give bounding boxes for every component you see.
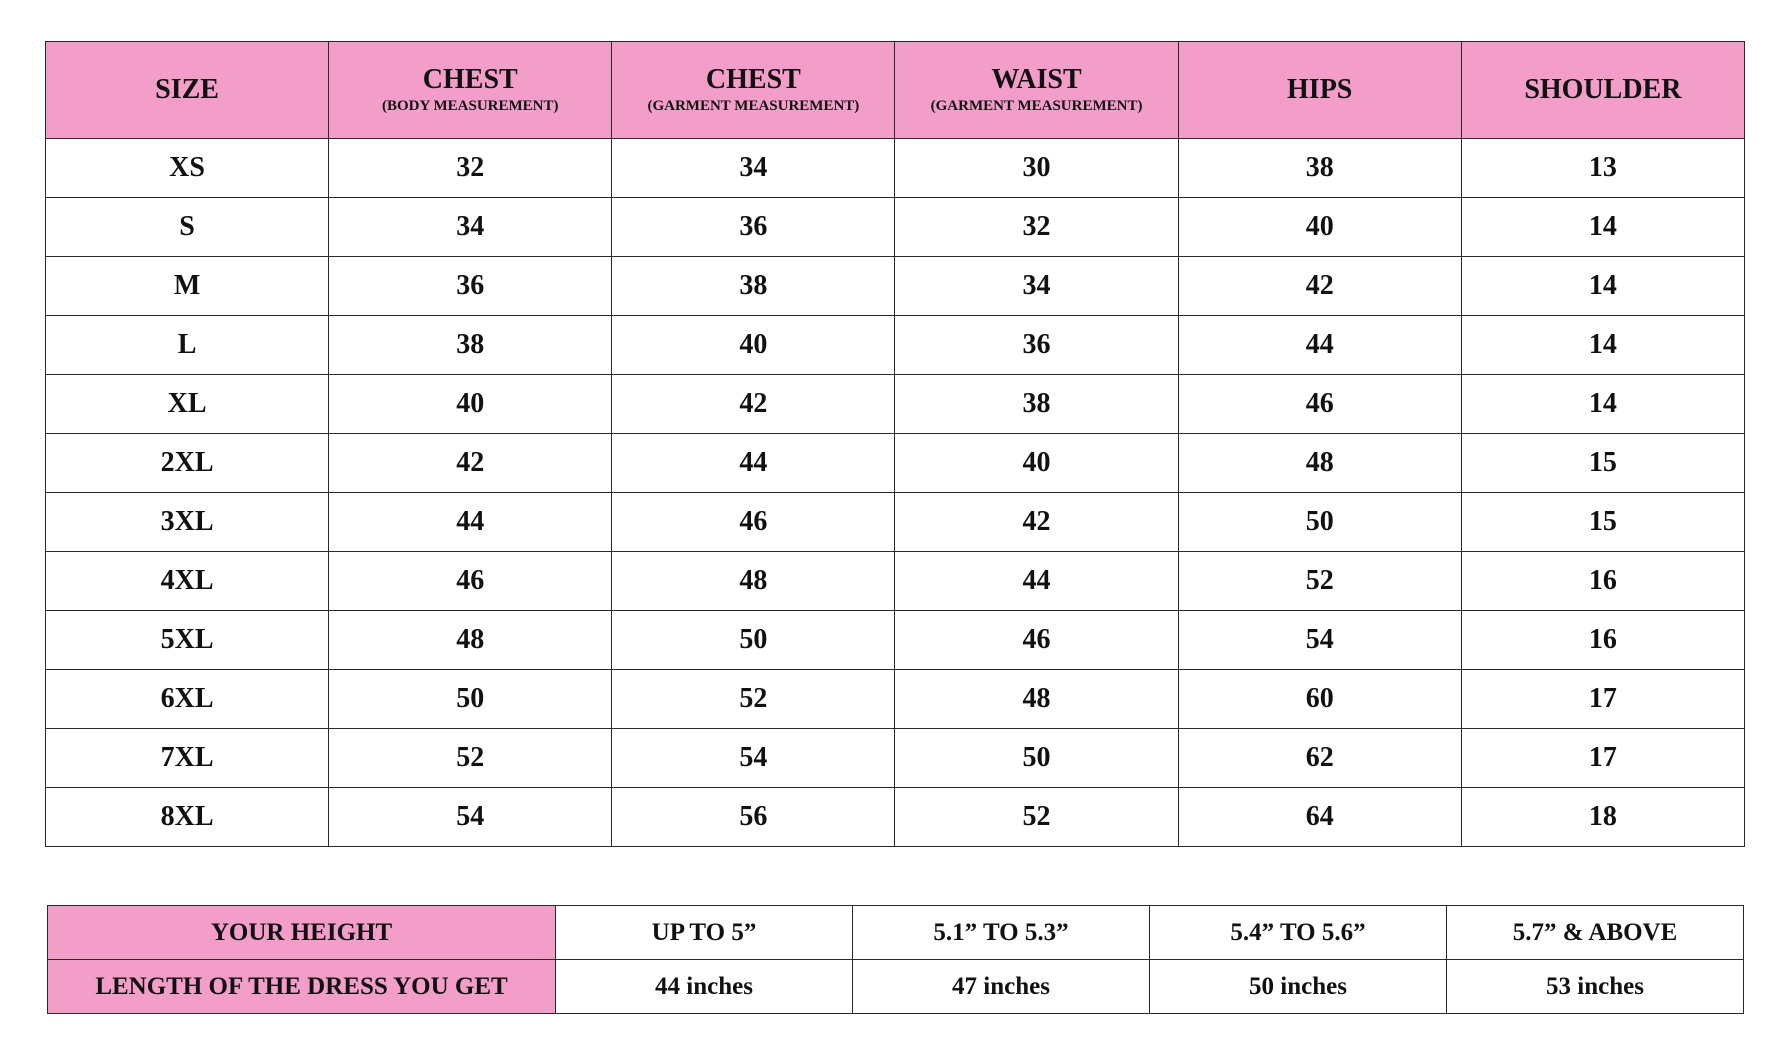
measurement-cell: 56 (612, 788, 895, 847)
size-label-cell: M (46, 257, 329, 316)
measurement-cell: 38 (612, 257, 895, 316)
measurement-cell: 16 (1461, 611, 1744, 670)
chest-garment-column-title: CHEST (705, 64, 801, 95)
size-row (46, 316, 1745, 375)
measurement-cell: 50 (895, 729, 1178, 788)
size-row (46, 552, 1745, 611)
measurement-cell: 48 (329, 611, 612, 670)
measurement-cell: 46 (612, 493, 895, 552)
measurement-cell: 34 (612, 139, 895, 198)
size-row (46, 257, 1745, 316)
measurement-cell: 50 (1178, 493, 1461, 552)
size-row (46, 434, 1745, 493)
measurement-cell: 46 (895, 611, 1178, 670)
measurement-cell: 32 (329, 139, 612, 198)
height-label: YOUR HEIGHT (48, 906, 556, 960)
measurement-cell: 46 (1178, 375, 1461, 434)
measurement-cell: 13 (1461, 139, 1744, 198)
hips-column-title: HIPS (1287, 74, 1353, 105)
waist-column-title: WAIST (991, 64, 1082, 95)
measurement-cell: 36 (329, 257, 612, 316)
measurement-cell: 38 (895, 375, 1178, 434)
height-cell: UP TO 5” (556, 906, 853, 960)
measurement-cell: 44 (329, 493, 612, 552)
measurement-cell: 50 (329, 670, 612, 729)
measurement-cell: 42 (329, 434, 612, 493)
size-label-cell: 7XL (46, 729, 329, 788)
measurement-cell: 42 (895, 493, 1178, 552)
size-label-cell: 6XL (46, 670, 329, 729)
dress-length-cell: 50 inches (1150, 960, 1447, 1014)
measurement-cell: 44 (1178, 316, 1461, 375)
measurement-cell: 40 (329, 375, 612, 434)
waist-column-subtitle: (GARMENT MEASUREMENT) (930, 98, 1143, 114)
measurement-cell: 18 (1461, 788, 1744, 847)
size-row (46, 611, 1745, 670)
measurement-cell: 40 (895, 434, 1178, 493)
height-row (48, 906, 1744, 960)
measurement-cell: 44 (612, 434, 895, 493)
size-row (46, 729, 1745, 788)
measurement-cell: 34 (895, 257, 1178, 316)
measurement-cell: 36 (612, 198, 895, 257)
size-chart-body (46, 139, 1745, 847)
size-chart-header-row (46, 42, 1745, 139)
measurement-cell: 34 (329, 198, 612, 257)
size-column-header (46, 42, 329, 139)
measurement-cell: 54 (329, 788, 612, 847)
dress-length-cell: 47 inches (853, 960, 1150, 1014)
measurement-cell: 14 (1461, 316, 1744, 375)
chest-garment-column-subtitle: (GARMENT MEASUREMENT) (647, 98, 860, 114)
measurement-cell: 50 (612, 611, 895, 670)
size-label-cell: 3XL (46, 493, 329, 552)
measurement-cell: 14 (1461, 198, 1744, 257)
chest-body-column-subtitle: (BODY MEASUREMENT) (381, 98, 559, 114)
size-label-cell: L (46, 316, 329, 375)
height-cell: 5.4” TO 5.6” (1150, 906, 1447, 960)
measurement-cell: 62 (1178, 729, 1461, 788)
shoulder-column-title: SHOULDER (1524, 74, 1682, 105)
size-label-cell: XS (46, 139, 329, 198)
dress-length-cell: 44 inches (556, 960, 853, 1014)
measurement-cell: 60 (1178, 670, 1461, 729)
size-label-cell: 4XL (46, 552, 329, 611)
size-label-cell: S (46, 198, 329, 257)
measurement-cell: 48 (612, 552, 895, 611)
measurement-cell: 40 (612, 316, 895, 375)
height-cell: 5.1” TO 5.3” (853, 906, 1150, 960)
measurement-cell: 46 (329, 552, 612, 611)
measurement-cell: 38 (329, 316, 612, 375)
measurement-cell: 17 (1461, 670, 1744, 729)
height-cell: 5.7” & ABOVE (1447, 906, 1744, 960)
hips-column-header (1178, 42, 1461, 139)
measurement-cell: 38 (1178, 139, 1461, 198)
dress-length-table (47, 905, 1744, 1014)
measurement-cell: 52 (329, 729, 612, 788)
size-row (46, 375, 1745, 434)
size-row (46, 198, 1745, 257)
chest-garment-column-header (612, 42, 895, 139)
measurement-cell: 30 (895, 139, 1178, 198)
measurement-cell: 48 (1178, 434, 1461, 493)
measurement-cell: 32 (895, 198, 1178, 257)
size-row (46, 788, 1745, 847)
measurement-cell: 14 (1461, 257, 1744, 316)
measurement-cell: 52 (612, 670, 895, 729)
measurement-cell: 54 (1178, 611, 1461, 670)
dress-length-row (48, 960, 1744, 1014)
chest-body-column-title: CHEST (422, 64, 518, 95)
waist-column-header (895, 42, 1178, 139)
measurement-cell: 16 (1461, 552, 1744, 611)
size-column-title: SIZE (155, 74, 219, 105)
chest-body-column-header (329, 42, 612, 139)
shoulder-column-header (1461, 42, 1744, 139)
size-label-cell: 5XL (46, 611, 329, 670)
measurement-cell: 42 (612, 375, 895, 434)
measurement-cell: 52 (895, 788, 1178, 847)
dress-length-label: LENGTH OF THE DRESS YOU GET (48, 960, 556, 1014)
measurement-cell: 52 (1178, 552, 1461, 611)
measurement-cell: 15 (1461, 434, 1744, 493)
measurement-cell: 64 (1178, 788, 1461, 847)
size-row (46, 139, 1745, 198)
measurement-cell: 40 (1178, 198, 1461, 257)
size-label-cell: 8XL (46, 788, 329, 847)
size-chart-table (45, 41, 1745, 847)
measurement-cell: 48 (895, 670, 1178, 729)
size-row (46, 670, 1745, 729)
measurement-cell: 15 (1461, 493, 1744, 552)
dress-length-cell: 53 inches (1447, 960, 1744, 1014)
measurement-cell: 36 (895, 316, 1178, 375)
size-label-cell: XL (46, 375, 329, 434)
measurement-cell: 44 (895, 552, 1178, 611)
measurement-cell: 14 (1461, 375, 1744, 434)
measurement-cell: 17 (1461, 729, 1744, 788)
measurement-cell: 54 (612, 729, 895, 788)
size-row (46, 493, 1745, 552)
measurement-cell: 42 (1178, 257, 1461, 316)
size-label-cell: 2XL (46, 434, 329, 493)
